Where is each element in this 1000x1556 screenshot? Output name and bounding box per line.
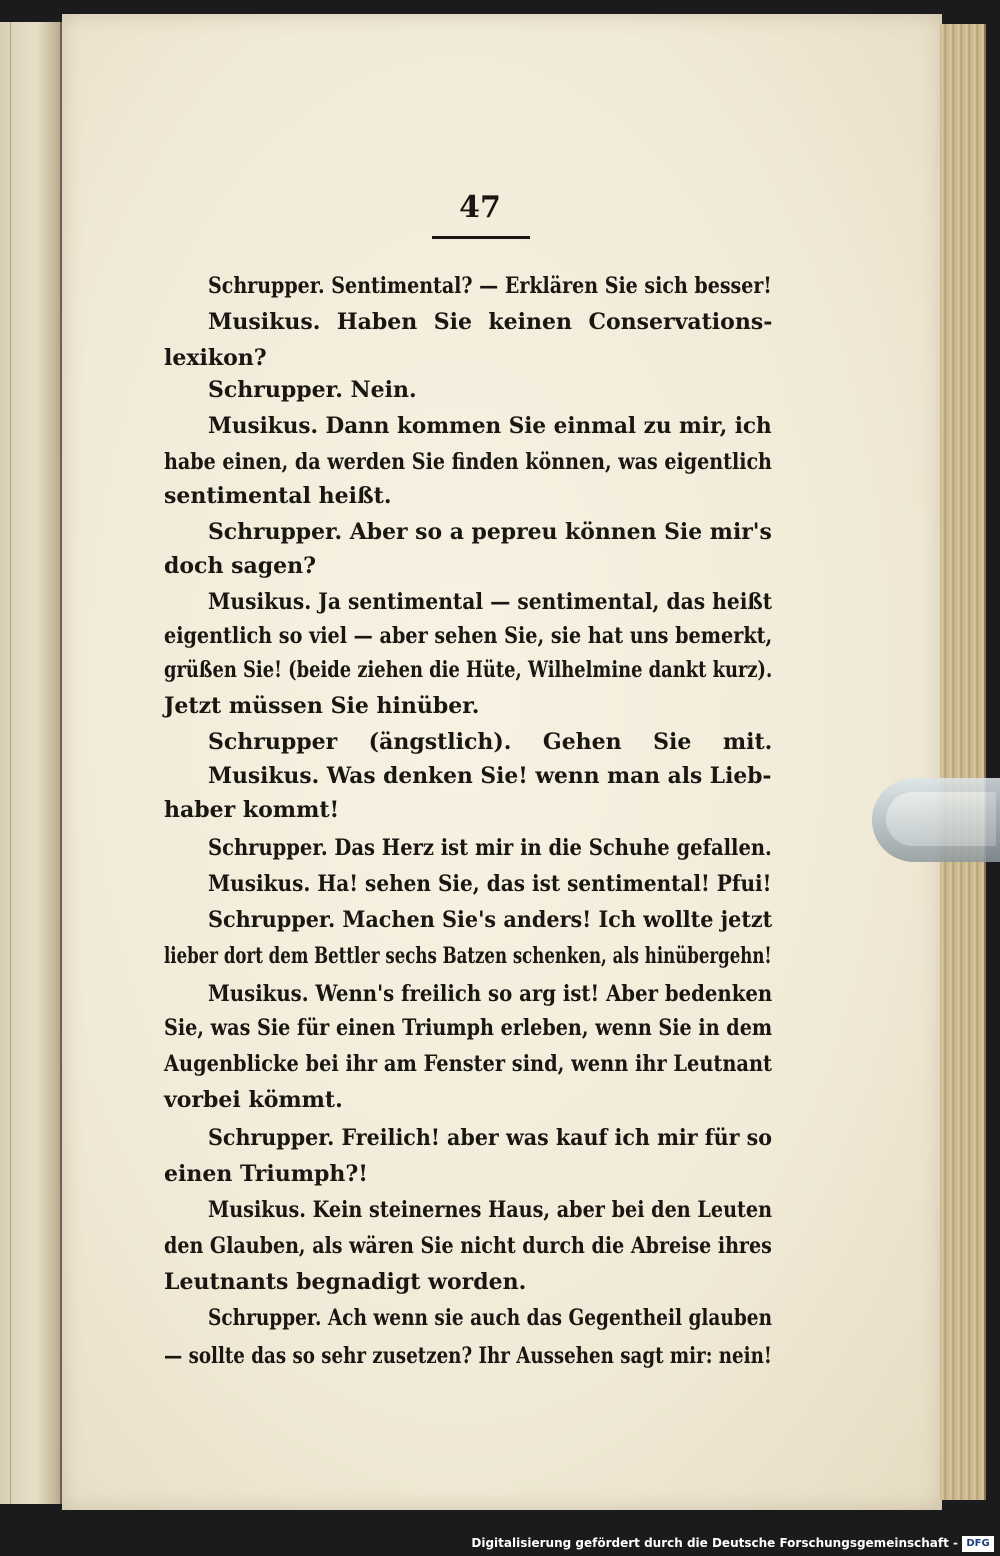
text-line: Sie, was Sie für einen Triumph erleben, wenn Sie in dem [164, 1015, 773, 1041]
page-holder-clip [872, 778, 1000, 862]
text-line: Schrupper. Aber so a pepreu können Sie mir's [208, 519, 772, 545]
text-line: Schrupper. Freilich! aber was kauf ich mir für so [208, 1125, 773, 1151]
text-line: sentimental heißt. [164, 483, 392, 509]
text-line: Jetzt müssen Sie hinüber. [164, 693, 480, 719]
text-line: haber kommt! [164, 797, 340, 823]
text-line: vorbei kömmt. [164, 1087, 343, 1113]
text-line: Musikus. Ha! sehen Sie, das ist sentimental! Pfui! [208, 871, 772, 897]
text-line: lieber dort dem Bettler sechs Batzen schenken, als hinübergehn! [164, 943, 772, 969]
text-line: eigentlich so viel — aber sehen Sie, sie hat uns bemerkt, [164, 623, 773, 649]
text-line: grüßen Sie! (beide ziehen die Hüte, Wilhelmine dankt kurz). [164, 657, 773, 683]
text-line: Augenblicke bei ihr am Fenster sind, wenn ihr Leutnant [164, 1051, 772, 1077]
clip-highlight [886, 792, 996, 846]
text-line: lexikon? [164, 345, 267, 371]
text-line: Musikus. Dann kommen Sie einmal zu mir, ich [208, 413, 772, 439]
text-line: doch sagen? [164, 553, 317, 579]
text-line: Musikus. Haben Sie keinen Conservations- [208, 309, 773, 335]
text-line: Musikus. Wenn's freilich so arg ist! Aber bedenken [208, 981, 773, 1007]
text-line: Schrupper. Machen Sie's anders! Ich wollte jetzt [208, 907, 773, 933]
dfg-logo-icon: DFG [962, 1536, 994, 1552]
funding-credit: Digitalisierung gefördert durch die Deutsche Forschungsgemeinschaft - [471, 1536, 958, 1550]
text-line: Schrupper. Sentimental? — Erklären Sie sich besser! [208, 273, 772, 299]
text-line: Leutnants begnadigt worden. [164, 1269, 527, 1295]
text-line: Musikus. Was denken Sie! wenn man als Lieb- [208, 763, 772, 789]
text-line: Musikus. Ja sentimental — sentimental, das heißt [208, 589, 773, 615]
text-line: Schrupper. Ach wenn sie auch das Gegentheil glauben [208, 1305, 773, 1331]
text-line: — sollte das so sehr zusetzen? Ihr Aussehen sagt mir: nein! [164, 1343, 772, 1369]
page-number: 47 [459, 190, 501, 225]
text-line: den Glauben, als wären Sie nicht durch die Abreise ihres [164, 1233, 772, 1259]
text-line: Schrupper. Das Herz ist mir in die Schuhe gefallen. [208, 835, 772, 861]
digitization-footer [0, 1534, 1000, 1556]
text-line: einen Triumph?! [164, 1161, 368, 1187]
text-line: habe einen, da werden Sie finden können, was eigentlich [164, 449, 772, 475]
text-line: Schrupper. Nein. [208, 377, 417, 403]
text-line: Schrupper (ängstlich). Gehen Sie mit. [208, 729, 773, 755]
text-line: Musikus. Kein steinernes Haus, aber bei den Leuten [208, 1197, 773, 1223]
